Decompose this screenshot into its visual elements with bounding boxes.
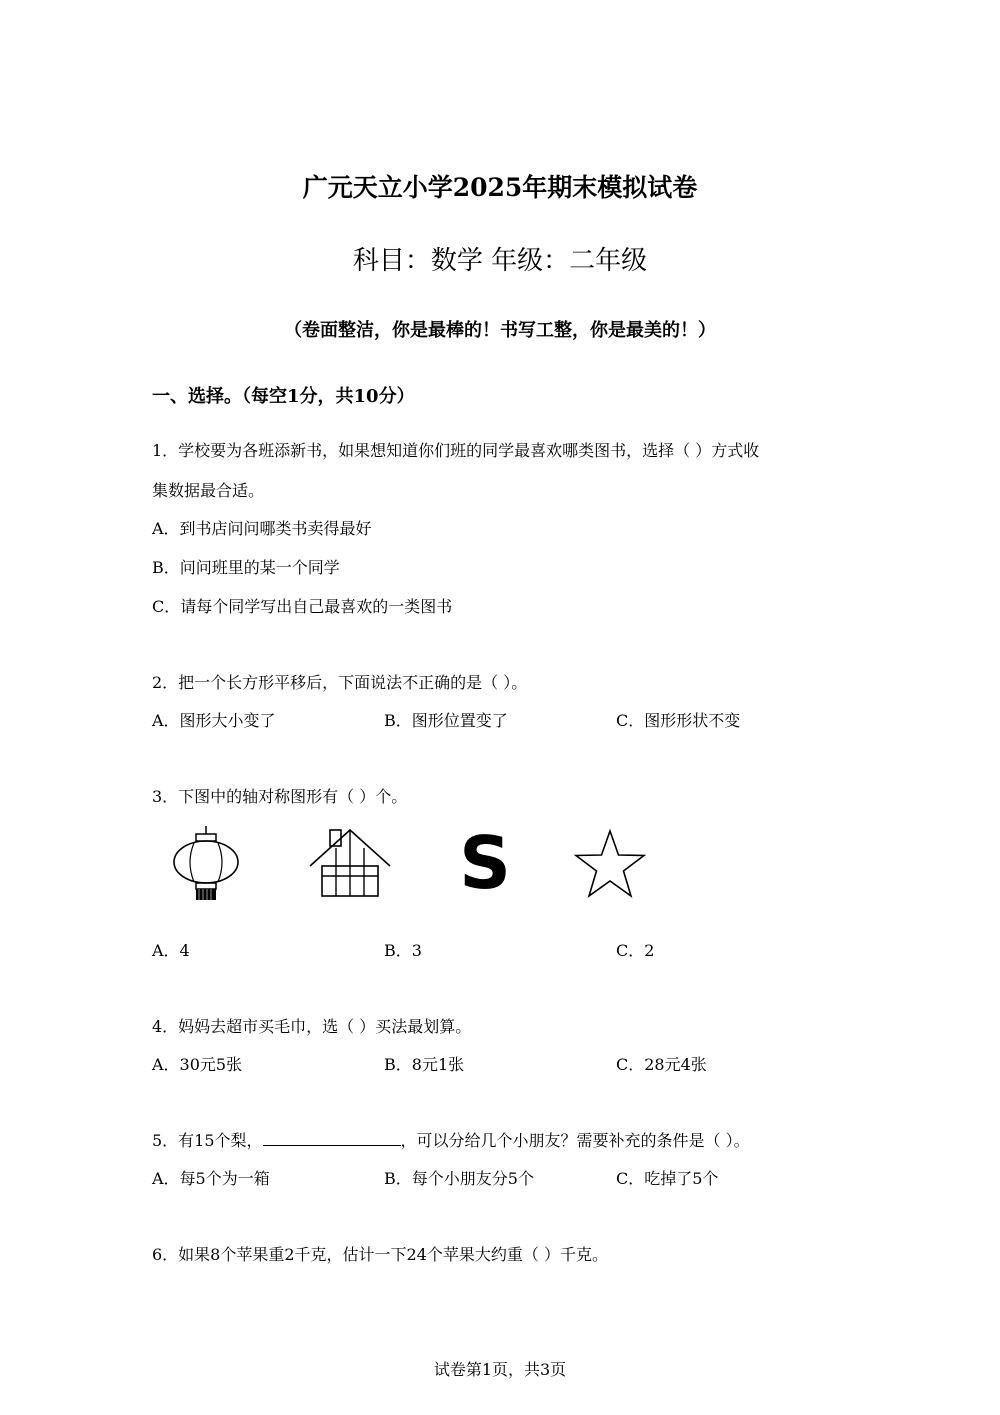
question-1-option-b: B．问问班里的某一个同学: [152, 558, 340, 577]
question-1-stem-line2: 集数据最合适。: [152, 481, 265, 500]
house-icon: [306, 828, 394, 900]
question-5-option-b: B．每个小朋友分5个: [384, 1169, 534, 1188]
question-1-option-a: A．到书店问问哪类书卖得最好: [152, 519, 372, 538]
page-footer: 试卷第1页，共3页: [433, 1360, 567, 1379]
exam-subtitle: 科目：数学 年级：二年级: [352, 246, 648, 276]
question-1-stem-line1: 1．学校要为各班添新书，如果想知道你们班的同学最喜欢哪类图书，选择（ ）方式收: [152, 441, 760, 460]
exam-motto: （卷面整洁，你是最棒的！书写工整，你是最美的！）: [284, 320, 716, 341]
question-3-option-a: A．4: [152, 941, 190, 960]
question-5-stem: [152, 1128, 750, 1151]
question-3-stem: 3．下图中的轴对称图形有（ ）个。: [152, 787, 408, 806]
question-4-option-c: C．28元4张: [616, 1055, 707, 1074]
star-icon: [574, 828, 646, 900]
question-5-option-a: A．每5个为一箱: [152, 1169, 270, 1188]
question-4-option-b: B．8元1张: [384, 1055, 465, 1074]
lantern-icon: [168, 826, 244, 902]
question-2-stem: 2．把一个长方形平移后，下面说法不正确的是（ ）。: [152, 673, 528, 692]
letter-s-icon: S: [459, 821, 511, 905]
question-6-stem: 6．如果8个苹果重2千克，估计一下24个苹果大约重（ ）千克。: [152, 1245, 608, 1264]
question-2-option-c: C．图形形状不变: [616, 711, 741, 730]
question-4-stem: 4．妈妈去超市买毛巾，选（ ）买法最划算。: [152, 1017, 472, 1036]
question-5-stem-after: ，可以分给几个小朋友？需要补充的条件是（ ）。: [400, 1131, 750, 1150]
exam-title: 广元天立小学2025年期末模拟试卷: [302, 173, 698, 202]
question-5-blank: [263, 1131, 401, 1146]
section-title: 一、选择。（每空1分，共10分）: [152, 386, 415, 407]
question-2-option-a: A．图形大小变了: [152, 711, 276, 730]
question-3-option-b: B．3: [384, 941, 422, 960]
question-5-option-c: C．吃掉了5个: [616, 1169, 719, 1188]
question-4-option-a: A．30元5张: [152, 1055, 243, 1074]
question-1-option-c: C．请每个同学写出自己最喜欢的一类图书: [152, 597, 453, 616]
question-2-option-b: B．图形位置变了: [384, 711, 508, 730]
question-3-option-c: C．2: [616, 941, 655, 960]
question-5-stem-before: 5．有15个梨，: [152, 1131, 263, 1150]
